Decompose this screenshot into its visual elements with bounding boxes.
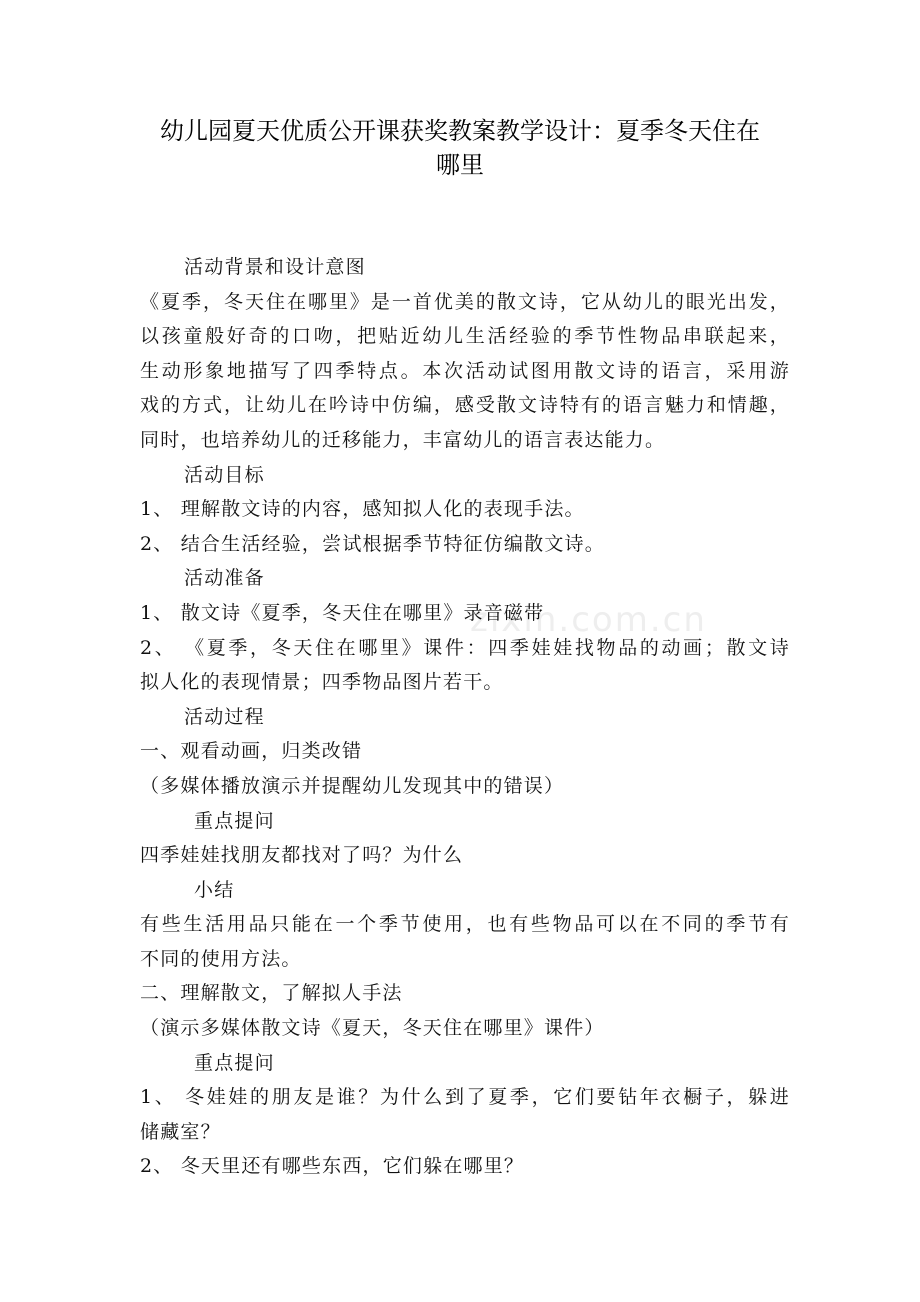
watermark: zixin.com.cn [470,600,707,640]
body-line: （多媒体播放演示并提醒幼儿发现其中的错误） [140,774,565,797]
body-line: 四季娃娃找朋友都找对了吗？为什么 [140,844,464,867]
subheading-key-question: 重点提问 [194,809,275,832]
document-title: 幼儿园夏天优质公开课获奖教案教学设计：夏季冬天住在哪里 [160,117,760,179]
body-line: （演示多媒体散文诗《夏天，冬天住在哪里》课件） [140,1017,605,1040]
body-line: 戏的方式，让幼儿在吟诗中仿编，感受散文诗特有的语言魅力和情趣， [140,394,790,417]
section-heading-background: 活动背景和设计意图 [184,256,366,278]
body-line: 《夏季，冬天住在哪里》是一首优美的散文诗，它从幼儿的眼光出发， [140,290,790,313]
list-item: 1、 散文诗《夏季，冬天住在哪里》录音磁带 [140,601,545,624]
subheading-summary: 小结 [194,878,235,901]
body-line: 储藏室？ [140,1120,221,1143]
document-body [140,250,790,1184]
body-line: 生动形象地描写了四季特点。本次活动试图用散文诗的语言，采用游 [140,359,790,382]
list-item: 1、 冬娃娃的朋友是谁？为什么到了夏季，它们要钻年衣橱子，躲进 [140,1086,790,1109]
step-heading: 一、观看动画，归类改错 [140,740,363,763]
list-item: 2、 《夏季，冬天住在哪里》课件：四季娃娃找物品的动画；散文诗 [140,636,790,659]
step-heading: 二、理解散文，了解拟人手法 [140,982,403,1005]
list-item: 1、 理解散文诗的内容，感知拟人化的表现手法。 [140,498,585,521]
body-line: 以孩童般好奇的口吻，把贴近幼儿生活经验的季节性物品串联起来， [140,325,790,348]
section-heading-process: 活动过程 [184,705,265,728]
body-line: 有些生活用品只能在一个季节使用，也有些物品可以在不同的季节有 [140,913,790,936]
list-item: 2、 结合生活经验，尝试根据季节特征仿编散文诗。 [140,532,605,555]
body-line: 同时，也培养幼儿的迁移能力，丰富幼儿的语言表达能力。 [140,428,666,451]
body-line: 拟人化的表现情景；四季物品图片若干。 [140,671,504,694]
subheading-key-question: 重点提问 [194,1051,275,1074]
section-heading-preparation: 活动准备 [184,567,265,590]
list-item: 2、 冬天里还有哪些东西，它们躲在哪里？ [140,1155,525,1178]
section-heading-goals: 活动目标 [184,463,265,486]
body-line: 不同的使用方法。 [140,947,302,970]
